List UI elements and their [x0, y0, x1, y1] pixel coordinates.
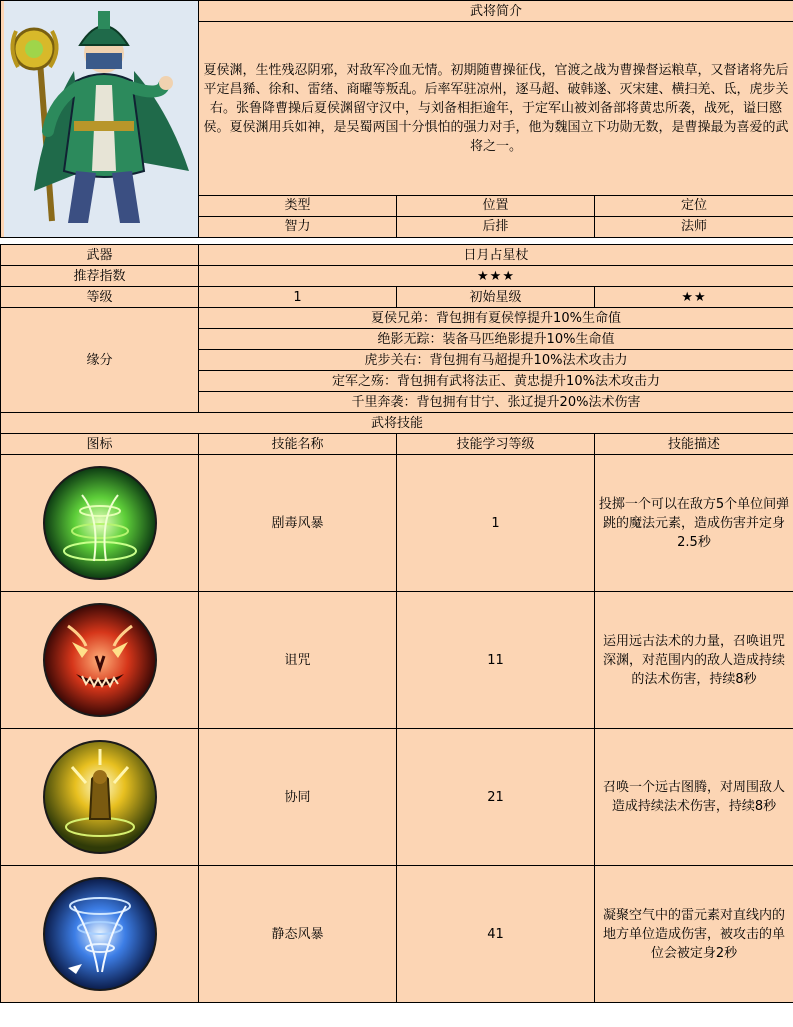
skill-desc: 投掷一个可以在敌方5个单位间弹跳的魔法元素，造成伤害并定身2.5秒: [595, 455, 793, 592]
fate-item: 定军之殇：背包拥有武将法正、黄忠提升10%法术攻击力: [199, 371, 793, 392]
skill-desc: 凝聚空气中的雷元素对直线内的地方单位造成伤害，被攻击的单位会被定身2秒: [595, 866, 793, 1003]
weapon-value: 日月占星杖: [199, 245, 793, 266]
skill-row: [1, 455, 793, 592]
hero-bio: 夏侯渊，生性残忍阴邪，对敌军冷血无情。初期随曹操征伐，官渡之战为曹操督运粮草，又督诸将先后平定昌豨、徐和、雷绪、商曜等叛乱。后率军驻凉州，逐马超、破韩遂、灭宋建、横扫羌、氐，虎步关右。张鲁降曹操后夏侯渊留守汉中，与刘备相拒逾年，于定军山被刘备部将黄忠所袭，战死，谥曰愍侯。夏侯渊用兵如神，是吴蜀两国十分惧怕的强力对手，他为魏国立下功勋无数，是曹操最为喜爱的武将之一。: [199, 22, 793, 196]
position-value: 后排: [397, 216, 595, 237]
col-desc-header: 技能描述: [595, 434, 793, 455]
col-name-header: 技能名称: [199, 434, 397, 455]
recommend-label: 推荐指数: [1, 266, 199, 287]
col-level-header: 技能学习等级: [397, 434, 595, 455]
level-label: 等级: [1, 287, 199, 308]
initial-star-value: ★★: [595, 287, 793, 308]
hero-stats-table: [0, 244, 793, 1003]
skill-level: 41: [397, 866, 595, 1003]
green-tornado-icon: [42, 465, 158, 581]
skill-name: 剧毒风暴: [199, 455, 397, 592]
skill-row: [1, 592, 793, 729]
type-header: 类型: [199, 195, 397, 216]
fate-label: 缘分: [1, 308, 199, 413]
skill-icon-cell: [1, 455, 199, 592]
position-header: 位置: [397, 195, 595, 216]
fate-item: 夏侯兄弟：背包拥有夏侯惇提升10%生命值: [199, 308, 793, 329]
level-value: 1: [199, 287, 397, 308]
blue-storm-icon: [42, 876, 158, 992]
skill-desc: 运用远古法术的力量，召唤诅咒深渊，对范围内的敌人造成持续的法术伤害，持续8秒: [595, 592, 793, 729]
skill-level: 11: [397, 592, 595, 729]
hero-portrait: [1, 1, 199, 238]
skill-level: 21: [397, 729, 595, 866]
skill-row: [1, 866, 793, 1003]
intro-header: 武将简介: [199, 1, 793, 22]
skill-row: [1, 729, 793, 866]
skill-name: 静态风暴: [199, 866, 397, 1003]
hero-table: [0, 0, 793, 238]
col-icon-header: 图标: [1, 434, 199, 455]
skill-icon-cell: [1, 866, 199, 1003]
skill-level: 1: [397, 455, 595, 592]
recommend-stars: ★★★: [199, 266, 793, 287]
role-value: 法师: [595, 216, 793, 237]
skills-header: 武将技能: [1, 413, 793, 434]
golden-totem-icon: [42, 739, 158, 855]
skill-icon-cell: [1, 592, 199, 729]
red-demon-face-icon: [42, 602, 158, 718]
skill-desc: 召唤一个远古图腾，对周围敌人造成持续法术伤害，持续8秒: [595, 729, 793, 866]
xiahou-yuan-portrait-icon: [4, 1, 199, 237]
fate-item: 绝影无踪：装备马匹绝影提升10%生命值: [199, 329, 793, 350]
fate-item: 虎步关右：背包拥有马超提升10%法术攻击力: [199, 350, 793, 371]
fate-item: 千里奔袭：背包拥有甘宁、张辽提升20%法术伤害: [199, 392, 793, 413]
skill-name: 协同: [199, 729, 397, 866]
weapon-label: 武器: [1, 245, 199, 266]
type-value: 智力: [199, 216, 397, 237]
role-header: 定位: [595, 195, 793, 216]
initial-star-label: 初始星级: [397, 287, 595, 308]
skill-icon-cell: [1, 729, 199, 866]
skill-name: 诅咒: [199, 592, 397, 729]
